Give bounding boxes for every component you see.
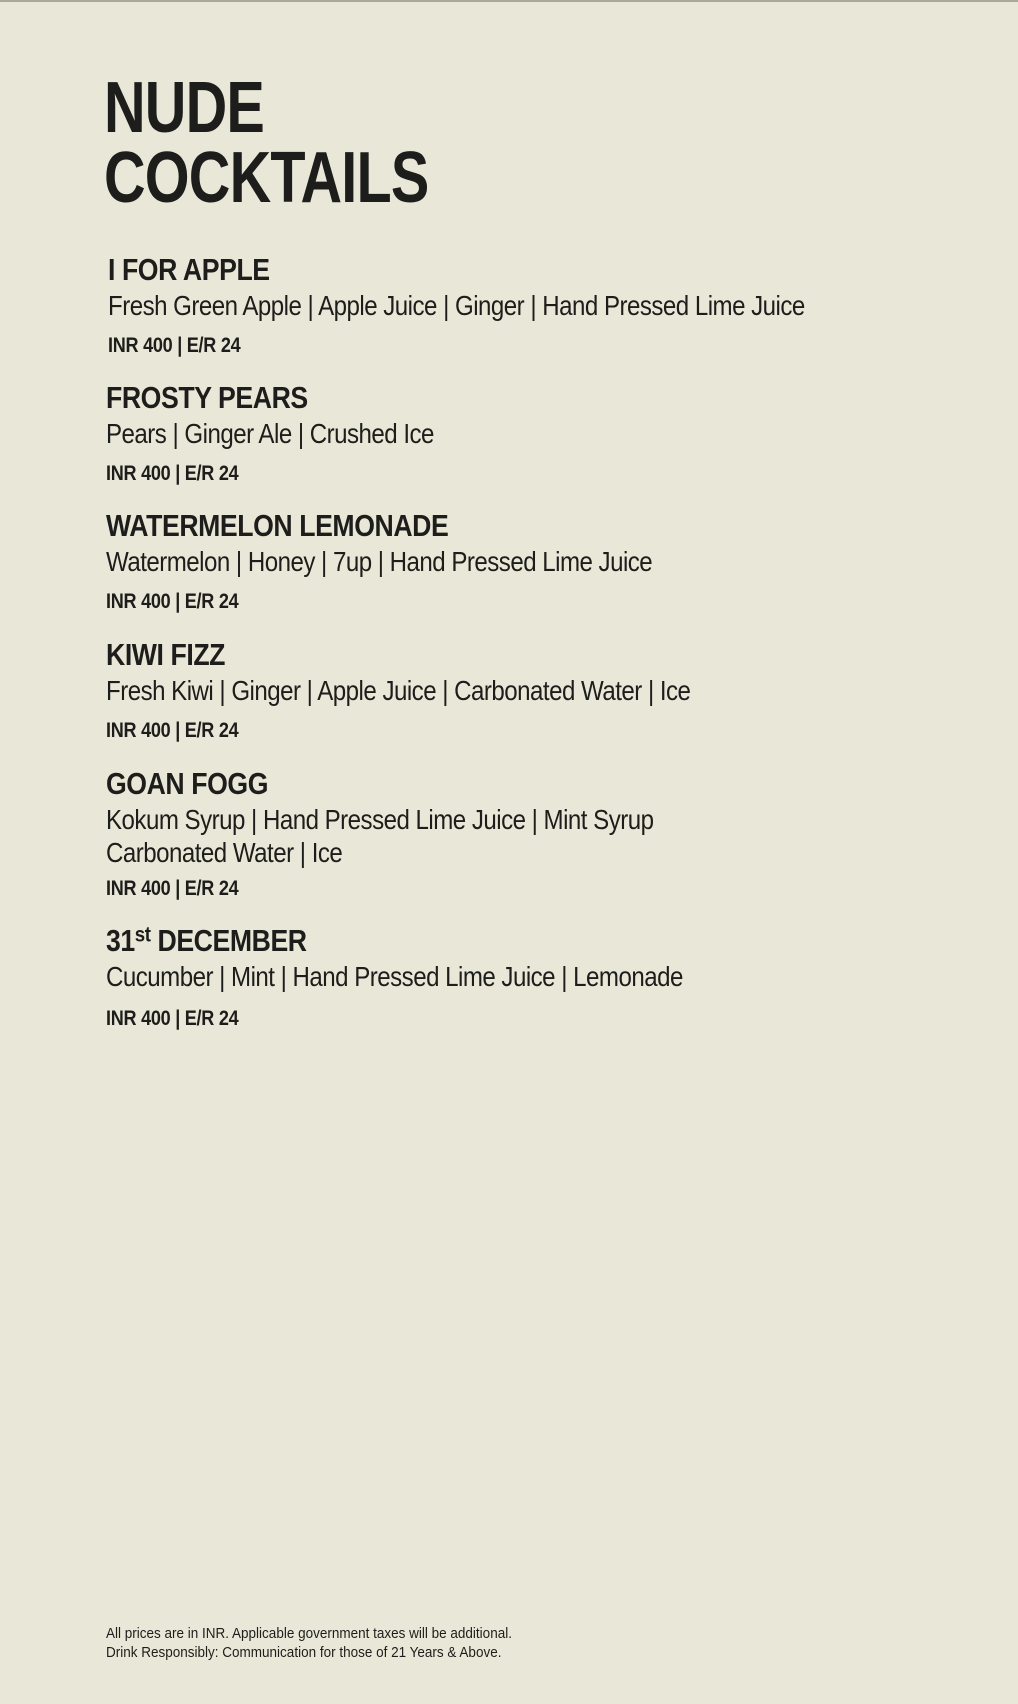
item-name: I FOR APPLE [108,252,270,287]
footer-tax-note: All prices are in INR. Applicable government taxes will be additional. [106,1625,512,1642]
menu-title-line2: COCKTAILS [104,138,429,218]
item-price: INR 400 | E/R 24 [108,334,241,357]
item-name [106,921,307,958]
menu-title-line1: NUDE [104,68,265,148]
top-border [0,0,1018,2]
item-price: INR 400 | E/R 24 [106,719,239,742]
item-name-word: DECEMBER [150,923,307,958]
item-name: KIWI FIZZ [106,637,226,672]
item-name-number: 31 [106,923,135,958]
item-name: WATERMELON LEMONADE [106,508,449,543]
item-ingredients: Pears | Ginger Ale | Crushed Ice [106,418,434,449]
item-name-ordinal: st [134,921,151,947]
item-ingredients: Watermelon | Honey | 7up | Hand Pressed Lime Juice [106,546,653,577]
item-price: INR 400 | E/R 24 [106,877,239,900]
item-ingredients: Kokum Syrup | Hand Pressed Lime Juice | Mint Syrup [106,804,654,835]
item-ingredients: Fresh Kiwi | Ginger | Apple Juice | Carbonated Water | Ice [106,675,691,706]
item-name: FROSTY PEARS [106,380,308,415]
footer-drink-responsibly: Drink Responsibly: Communication for those of 21 Years & Above. [106,1644,502,1661]
item-ingredients: Cucumber | Mint | Hand Pressed Lime Juice | Lemonade [106,961,683,992]
item-price: INR 400 | E/R 24 [106,1007,239,1030]
item-name: GOAN FOGG [106,766,269,801]
item-ingredients-line2: Carbonated Water | Ice [106,837,343,868]
item-price: INR 400 | E/R 24 [106,590,239,613]
item-price: INR 400 | E/R 24 [106,462,239,485]
item-ingredients: Fresh Green Apple | Apple Juice | Ginger | Hand Pressed Lime Juice [108,290,805,321]
